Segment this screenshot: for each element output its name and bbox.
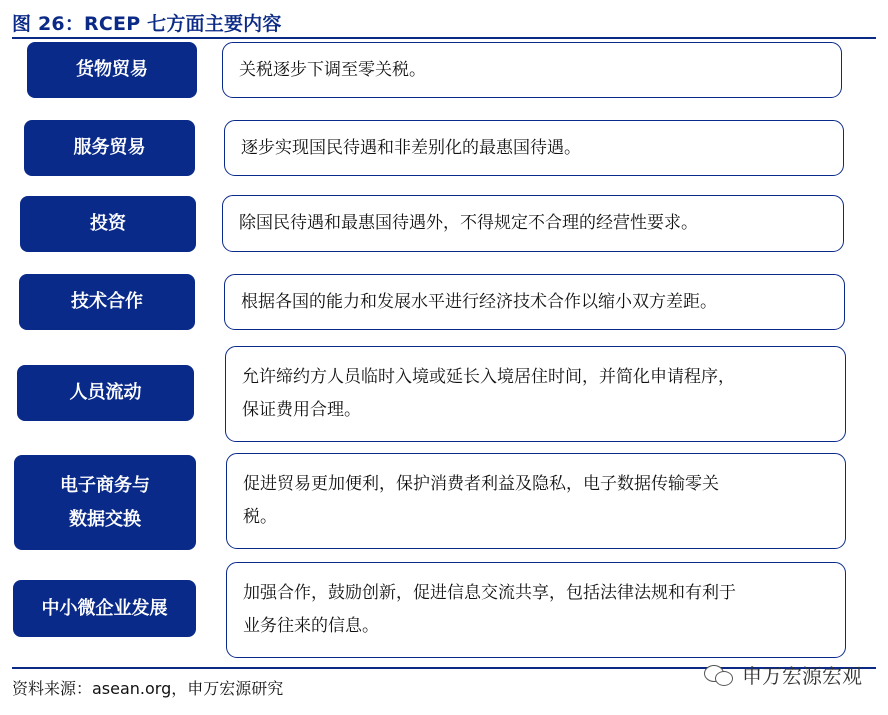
label-text: 货物贸易 — [76, 59, 148, 80]
desc-text-line-2: 保证费用合理。 — [242, 400, 361, 420]
watermark — [704, 660, 862, 689]
label-text: 中小微企业发展 — [41, 597, 168, 619]
desc-tech-cooperation — [224, 274, 845, 330]
desc-text: 根据各国的能力和发展水平进行经济技术合作以缩小双方差距。 — [241, 291, 717, 312]
title-divider — [12, 37, 876, 39]
label-personnel-movement — [17, 365, 194, 421]
label-goods-trade — [27, 42, 197, 98]
label-text: 投资 — [90, 213, 126, 234]
desc-sme-development — [226, 562, 846, 658]
desc-service-trade — [224, 120, 844, 176]
label-text: 技术合作 — [71, 291, 143, 312]
desc-text-line-2: 业务往来的信息。 — [243, 616, 379, 636]
desc-text-line-1: 允许缔约方人员临时入境或延长入境居住时间，并简化申请程序， — [242, 367, 735, 387]
watermark-text: 申万宏源宏观 — [742, 664, 862, 688]
desc-ecommerce — [226, 453, 846, 549]
wechat-icon — [704, 663, 734, 687]
desc-text: 除国民待遇和最惠国待遇外，不得规定不合理的经营性要求。 — [239, 213, 698, 233]
desc-text-line-2: 税。 — [243, 507, 277, 527]
desc-investment — [222, 195, 844, 252]
desc-personnel-movement — [225, 346, 846, 442]
desc-text: 逐步实现国民待遇和非差别化的最惠国待遇。 — [241, 137, 581, 158]
label-tech-cooperation — [19, 274, 195, 330]
label-investment — [20, 196, 196, 252]
desc-text-line-1: 促进贸易更加便利，保护消费者利益及隐私，电子数据传输零关 — [243, 474, 719, 494]
label-text-line-1: 电子商务与 — [60, 474, 150, 496]
label-text: 人员流动 — [69, 382, 142, 403]
desc-goods-trade — [222, 42, 842, 98]
source-note: 资料来源：asean.org，申万宏源研究 — [12, 679, 284, 698]
desc-text-line-1: 加强合作，鼓励创新，促进信息交流共享，包括法律法规和有利于 — [243, 583, 736, 603]
label-sme-development — [13, 580, 196, 637]
label-ecommerce — [14, 455, 196, 550]
desc-text: 关税逐步下调至零关税。 — [239, 59, 426, 80]
label-service-trade — [24, 120, 195, 176]
label-text: 服务贸易 — [73, 137, 146, 158]
label-text-line-2: 数据交换 — [69, 508, 141, 530]
figure-title: 图 26：RCEP 七方面主要内容 — [12, 13, 282, 35]
